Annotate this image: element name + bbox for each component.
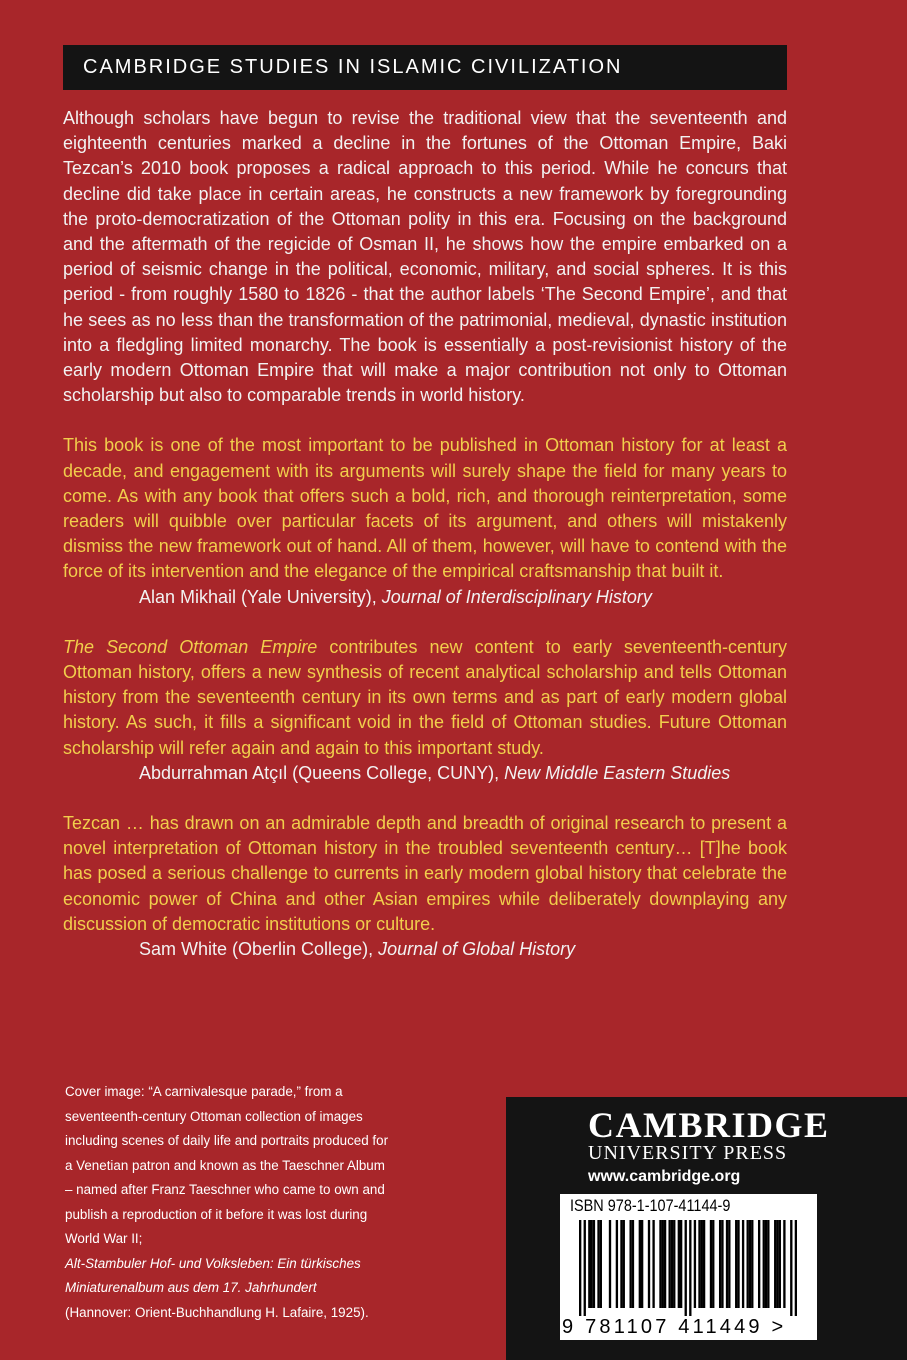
barcode-bar xyxy=(685,1220,687,1316)
review-source: Journal of Interdisciplinary History xyxy=(381,586,652,607)
barcode-bar xyxy=(689,1220,691,1316)
barcode-bar xyxy=(616,1220,618,1308)
barcode-bar xyxy=(776,1220,778,1308)
barcode-bar xyxy=(726,1220,728,1308)
barcode-bar xyxy=(701,1220,703,1308)
review-text: Tezcan … has drawn on an admirable depth and breadth of original research to present a novel interpretation of Ottoman history in the troubled seventeenth century… [T]he book has posed a serious challenge to currents in early modern global history that celebrate the economic power of China and other Asian empires while deliberately downplaying any discussion of democratic institutions or culture. xyxy=(63,813,787,934)
review-text: contributes new content to early seventeenth-century Ottoman history, offers a new synthesis of recent analytical scholarship and tells Ottoman history from the seventeenth century in its own terms and as part of early modern global history. As such, it fills a significant void in the field of Ottoman studies. Future Ottoman scholarship will refer again and again to this important study. xyxy=(63,636,787,758)
isbn-label: ISBN 978-1-107-41144-9 xyxy=(570,1196,731,1215)
barcode-bar xyxy=(680,1220,682,1308)
barcode-bar xyxy=(767,1220,769,1308)
barcode-bar xyxy=(774,1220,776,1308)
barcode-bar xyxy=(749,1220,751,1308)
credit-title-italic: Alt-Stambuler Hof- und Volksleben: Ein türkisches Miniaturenalbum aus dem 17. Jahrhundert xyxy=(65,1255,361,1295)
credit-publisher: (Hannover: Orient-Buchhandlung H. Lafaire, 1925). xyxy=(65,1304,369,1320)
barcode-digits: 9 781107 411449 > xyxy=(562,1316,787,1338)
barcode-bar xyxy=(632,1220,634,1308)
barcode-bar xyxy=(728,1220,730,1308)
barcode-bar xyxy=(590,1220,592,1308)
review-lead-title: The Second Ottoman Empire xyxy=(63,636,318,657)
publisher-logo-name: CAMBRIDGE xyxy=(588,1105,830,1145)
barcode-bar xyxy=(584,1220,586,1316)
barcode-bar xyxy=(579,1220,581,1316)
barcode-bar xyxy=(593,1220,595,1308)
barcode-bar xyxy=(758,1220,760,1308)
reviewer: Alan Mikhail (Yale University), xyxy=(139,586,382,607)
barcode-bar xyxy=(629,1220,631,1308)
back-cover-text xyxy=(63,106,787,987)
review-quote-3 xyxy=(63,811,787,937)
barcode-bar xyxy=(609,1220,611,1308)
barcode-bar xyxy=(652,1220,654,1308)
review-attribution-2 xyxy=(139,761,787,786)
barcode-bar xyxy=(795,1220,797,1316)
barcode-bar xyxy=(664,1220,666,1308)
barcode-bar xyxy=(600,1220,602,1308)
barcode-bar xyxy=(763,1220,765,1308)
review-source: New Middle Eastern Studies xyxy=(504,762,731,783)
barcode-bar xyxy=(623,1220,625,1308)
book-description: Although scholars have begun to revise the traditional view that the seventeenth and eighteenth centuries marked a decline in the fortunes of the Ottoman Empire, Baki Tezcan’s 2010 book proposes a radical approach to this period. While he concurs that decline did take place in certain areas, he constructs a new framework by foregrounding the proto-democratization of the Ottoman polity in this era. Focusing on the background and the aftermath of the regicide of Osman II, he shows how the empire embarked on a period of seismic change in the political, economic, military, and social spheres. It is this period - from roughly 1580 to 1826 - that the author labels ‘The Second Empire’, and that he sees as no less than the transformation of the patrimonial, medieval, dynastic institution into a fledgling limited monarchy. The book is essentially a post-revisionist history of the early modern Ottoman Empire that will make a major contribution not only to Ottoman scholarship but also to comparable trends in world history. xyxy=(63,108,787,406)
barcode-bar xyxy=(597,1220,599,1308)
barcode-bar xyxy=(662,1220,664,1308)
barcode-bar xyxy=(751,1220,753,1308)
review-quote-1 xyxy=(63,433,787,584)
barcode-bar xyxy=(721,1220,723,1308)
barcode-bar xyxy=(703,1220,705,1308)
reviewer: Abdurrahman Atçıl (Queens College, CUNY), xyxy=(139,762,505,783)
barcode-bar xyxy=(673,1220,675,1308)
review-source: Journal of Global History xyxy=(378,939,576,960)
barcode-bar xyxy=(620,1220,622,1308)
barcode-bar xyxy=(678,1220,680,1308)
barcode-bar xyxy=(747,1220,749,1308)
barcode-bar xyxy=(641,1220,643,1308)
review-attribution-1 xyxy=(139,585,787,610)
barcode-bar xyxy=(668,1220,670,1308)
review-attribution-3 xyxy=(139,937,787,962)
barcode-bar xyxy=(719,1220,721,1308)
cover-image-credit xyxy=(65,1080,395,1325)
barcode-bar xyxy=(779,1220,781,1308)
publisher-url: www.cambridge.org xyxy=(588,1168,741,1185)
barcode-bar xyxy=(712,1220,714,1308)
barcode-bar xyxy=(671,1220,673,1308)
publisher-panel xyxy=(506,1097,907,1360)
reviewer: Sam White (Oberlin College), xyxy=(139,939,379,960)
barcode-bar xyxy=(698,1220,700,1308)
barcode-bar xyxy=(639,1220,641,1308)
barcode-bar xyxy=(737,1220,739,1308)
barcode-bar xyxy=(735,1220,737,1308)
barcode-bar xyxy=(694,1220,696,1308)
credit-title xyxy=(65,1252,395,1301)
barcode-bar xyxy=(588,1220,590,1308)
barcode-bars xyxy=(579,1220,797,1316)
review-quote-2 xyxy=(63,635,787,761)
isbn-barcode xyxy=(560,1194,817,1340)
credit-text: Cover image: “A carnivalesque parade,” from a seventeenth-century Ottoman collection of images including scenes of daily life and portraits produced for a Venetian patron and known as the Taeschner Album – named after Franz Taeschner who came to own and publish a reproduction of it before it was lost during World War II; xyxy=(65,1084,389,1246)
barcode-bar xyxy=(783,1220,785,1308)
barcode-bar xyxy=(790,1220,792,1316)
barcode-bar xyxy=(648,1220,650,1308)
barcode-bar xyxy=(659,1220,661,1308)
barcode-bar xyxy=(742,1220,744,1308)
series-title: CAMBRIDGE STUDIES IN ISLAMIC CIVILIZATION xyxy=(83,56,623,78)
barcode-bar xyxy=(765,1220,767,1308)
review-text: This book is one of the most important to be published in Ottoman history for at least a decade, and engagement with its arguments will surely shape the field for many years to come. As with any book that offers such a bold, rich, and thorough reinterpretation, some readers will quibble over particular facets of its argument, and others will mistakenly dismiss the new framework out of hand. All of them, however, will have to contend with the force of its intervention and the elegance of the empirical craftsmanship that built it. xyxy=(63,435,787,582)
series-banner xyxy=(63,45,787,90)
publisher-logo-subtitle: UNIVERSITY PRESS xyxy=(588,1142,788,1164)
barcode-bar xyxy=(710,1220,712,1308)
